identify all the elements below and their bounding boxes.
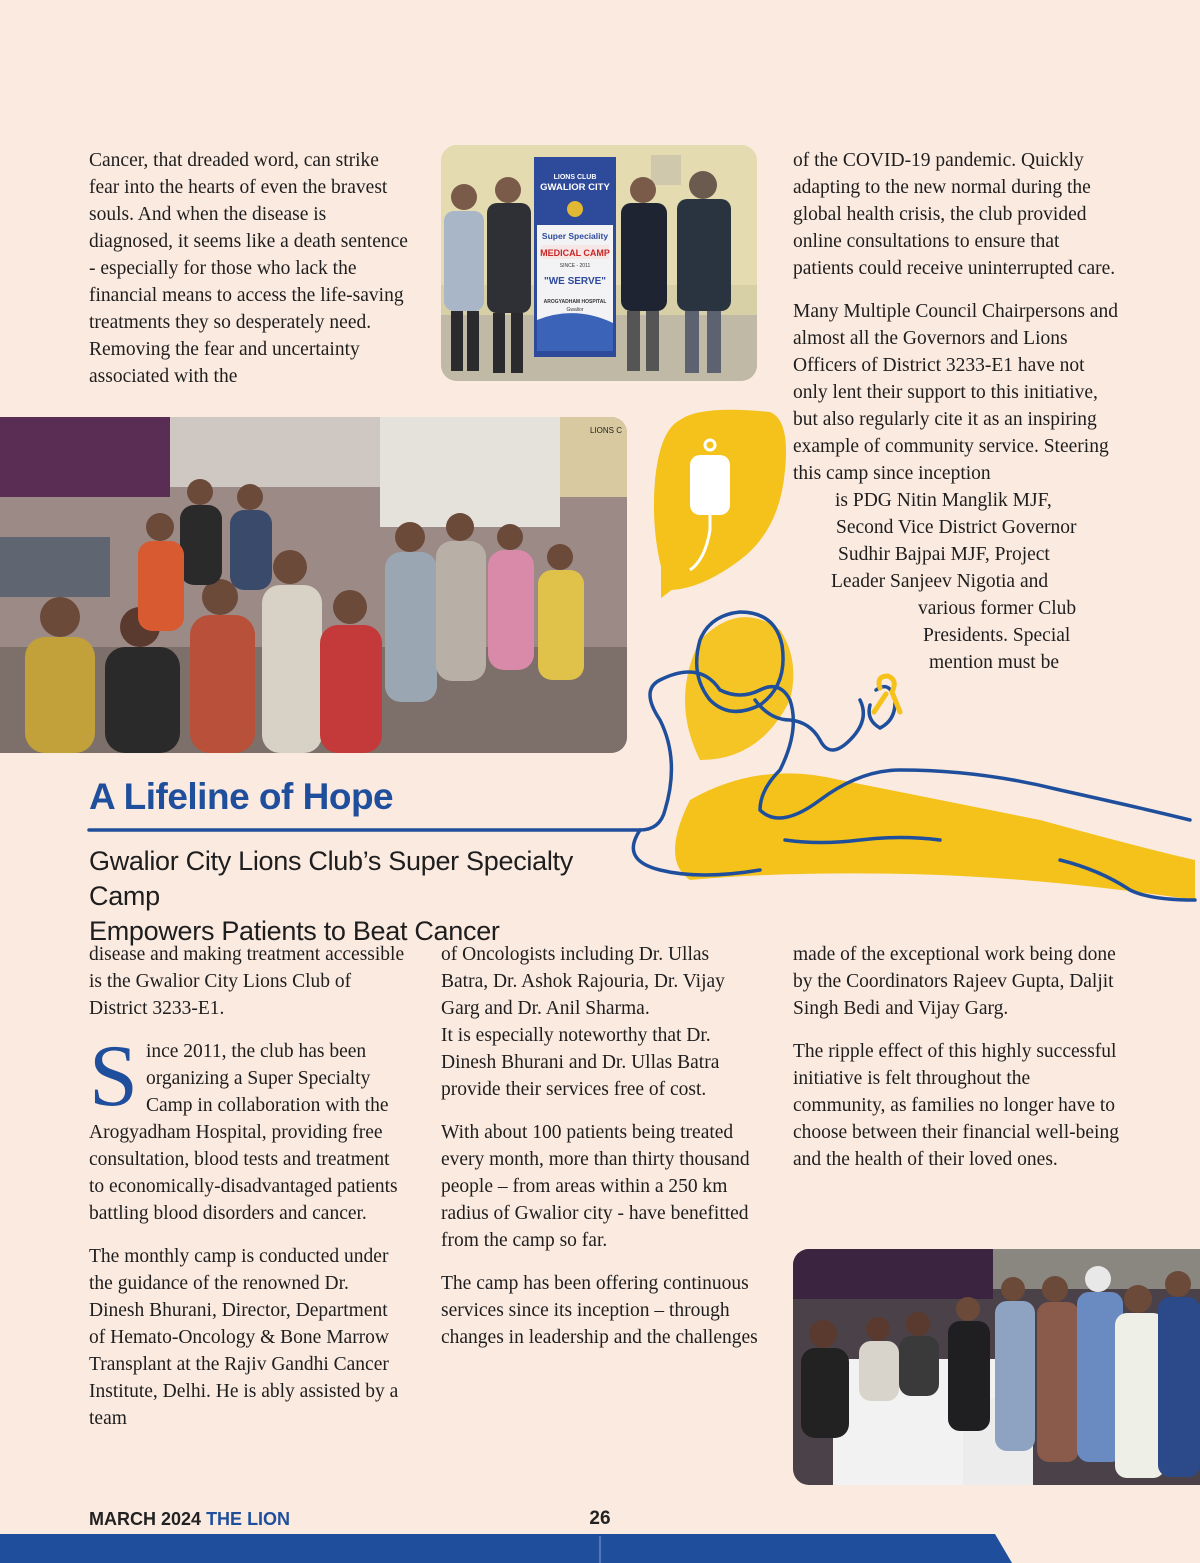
banner-line7: AROGYADHAM HOSPITAL [543,299,607,305]
intro-paragraph: Cancer, that dreaded word, can strike fear into the hearts of even the bravest souls. And when the disease is diagnosed, it seems like a death sentence - especially for those who lack the financial means to access the life-saving treatments they so desperately need. Removing the fear and uncertainty associated with the [89,150,408,387]
right-top-line-b1: is PDG Nitin Manglik MJF, [835,490,1052,511]
col1-paragraph-2-text: ince 2011, the club has been organizing a Super Specialty Camp in collaboration with the Arogyadham Hospital, providing free consultation, blood tests and treatment to economically-disadvantaged patients battling blood disorders and cancer. [89,1041,398,1224]
drop-cap: S [89,1028,138,1125]
banner-line4: MEDICAL CAMP [540,248,610,258]
banner-line3: Super Speciality [541,231,609,241]
photo-group-with-banner [441,145,757,381]
right-top-line-b5: various former Club [918,598,1077,619]
banner-line8: Gwalior [566,307,584,313]
article-headline: A Lifeline of Hope [89,776,394,817]
footer-magazine: THE LION [206,1509,291,1529]
footer-issue: MARCH 2024 [89,1509,202,1529]
article-subhead [89,844,649,949]
col2-paragraph-1b: It is especially noteworthy that Dr. Dinesh Bhurani and Dr. Ullas Batra provide their services free of cost. [441,1025,720,1100]
col2-paragraph-1: of Oncologists including Dr. Ullas Batra, Dr. Ashok Rajouria, Dr. Vijay Garg and Dr. Anil Sharma. [441,944,725,1019]
banner-line1: LIONS CLUB [553,174,597,181]
col2-paragraph-2: With about 100 patients being treated every month, more than thirty thousand people – from areas within a 250 km radius of Gwalior city - have benefitted from the camp so far. [441,1122,750,1251]
col1-paragraph-1: disease and making treatment accessible is the Gwalior City Lions Club of District 3233-E1. [89,944,405,1019]
right-top-column [793,147,1123,676]
col1-paragraph-3: The monthly camp is conducted under the guidance of the renowned Dr. Dinesh Bhurani, Director, Department of Hemato-Oncology & Bone Marrow Transplant at the Rajiv Gandhi Cancer Institute, Delhi. He is ably assisted by a team [89,1246,399,1429]
right-top-line-b7: mention must be [929,652,1059,673]
subhead-line-1: Gwalior City Lions Club’s Super Specialty Camp [89,846,573,911]
right-top-paragraph-2a: Many Multiple Council Chairpersons and almost all the Governors and Lions Officers of District 3233-E1 have not only lent their support to this initiative, but also regularly cite it as an inspiring example of community service. Steering this camp since inception [793,301,1118,484]
body-column-1 [89,941,407,1448]
subhead-line-2: Empowers Patients to Beat Cancer [89,916,500,946]
footer-issue-line [89,1509,290,1530]
svg-text:LIONS C: LIONS C [590,426,623,435]
col2-paragraph-3: The camp has been offering continuous services since its inception – through changes in leadership and the challenges [441,1273,758,1348]
banner-line2: GWALIOR CITY [540,182,610,193]
col3-paragraph-1: made of the exceptional work being done by the Coordinators Rajeev Gupta, Daljit Singh Bedi and Vijay Garg. [793,944,1116,1019]
col3-paragraph-2: The ripple effect of this highly successful initiative is felt throughout the community, as families no longer have to choose between their financial well-being and the health of their loved ones. [793,1041,1119,1170]
right-top-paragraph-1: of the COVID-19 pandemic. Quickly adapting to the new normal during the global health crisis, the club provided online consultations to ensure that patients could receive uninterrupted care. [793,150,1116,279]
body-column-3 [793,941,1123,1189]
col1-paragraph-2 [89,1028,407,1227]
intro-column [89,147,409,406]
photo-registration-desk [793,1249,1200,1485]
body-column-2 [441,941,761,1367]
banner-line6: "WE SERVE" [543,276,607,287]
banner-line5: SINCE - 2011 [559,263,591,269]
right-top-line-b3: Sudhir Bajpai MJF, Project [838,544,1050,565]
right-top-line-b2: Second Vice District Governor [836,517,1077,538]
footer-bar [0,1534,1200,1563]
right-top-line-b6: Presidents. Special [923,625,1071,646]
page-number: 26 [589,1508,611,1529]
right-top-line-b4: Leader Sanjeev Nigotia and [831,571,1049,592]
